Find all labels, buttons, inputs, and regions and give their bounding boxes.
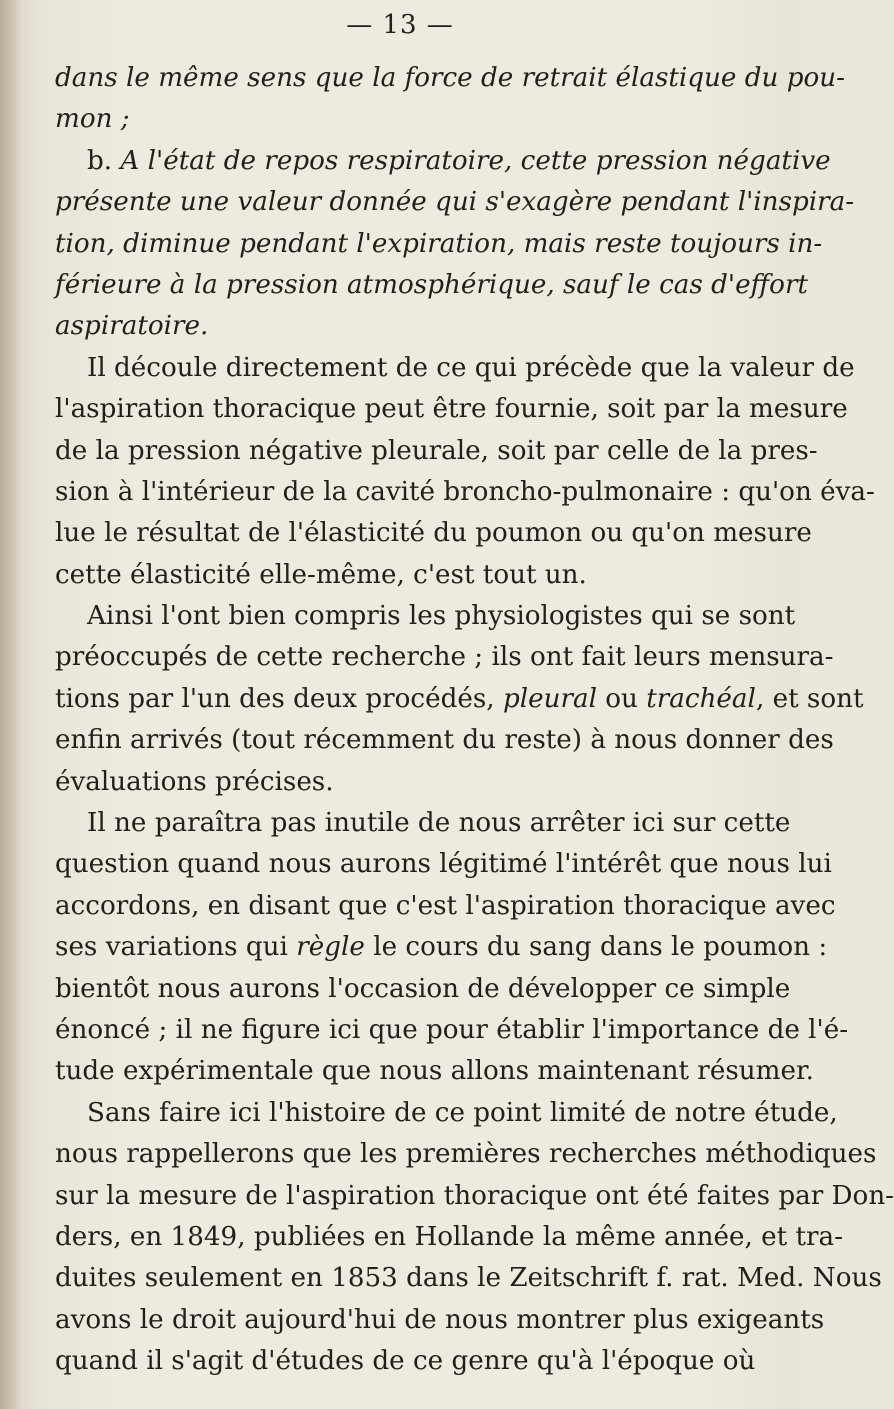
text-line xyxy=(55,348,855,389)
text-line xyxy=(55,555,763,596)
text-run: Il découle directement de ce qui précède que la valeur de xyxy=(87,352,855,383)
text-run: duites seulement en 1853 dans le Zeitschrift f. rat. Med. Nous xyxy=(55,1263,882,1294)
text-run: l'aspiration thoracique peut être fournie, soit par la mesure xyxy=(55,394,848,425)
text-run: tions par l'un des deux procédés, xyxy=(55,683,503,714)
text-line xyxy=(55,844,832,885)
text-run: le cours du sang dans le poumon : xyxy=(364,932,828,963)
text-line xyxy=(55,58,845,99)
text-line xyxy=(55,265,808,306)
italic-text: mon ; xyxy=(55,104,130,135)
text-line xyxy=(55,1010,849,1051)
text-run: avons le droit aujourd'hui de nous montrer plus exigeants xyxy=(55,1304,825,1335)
text-run: quand il s'agit d'études de ce genre qu'à l'époque où xyxy=(55,1346,756,1377)
text-line xyxy=(55,969,791,1010)
italic-text: aspiratoire. xyxy=(55,311,209,342)
text-line xyxy=(55,513,812,554)
text-line xyxy=(55,99,763,140)
text-line xyxy=(55,927,828,968)
text-run: Sans faire ici l'histoire de ce point limité de notre étude, xyxy=(87,1097,838,1128)
text-line xyxy=(55,1176,894,1217)
text-line xyxy=(55,224,823,265)
text-line xyxy=(55,472,875,513)
italic-text: férieure à la pression atmosphérique, sauf le cas d'effort xyxy=(55,269,808,300)
text-line xyxy=(55,1300,825,1341)
binding-shadow xyxy=(0,0,22,1409)
text-line xyxy=(55,803,791,844)
text-line xyxy=(55,141,831,182)
text-line xyxy=(55,1093,838,1134)
text-run: question quand nous aurons légitimé l'intérêt que nous lui xyxy=(55,849,832,880)
text-line xyxy=(55,182,855,223)
text-line xyxy=(55,431,818,472)
page-number: — 13 — xyxy=(346,10,454,40)
italic-text: trachéal xyxy=(646,683,756,714)
text-run: de la pression négative pleurale, soit par celle de la pres- xyxy=(55,435,818,466)
text-run: enfin arrivés (tout récemment du reste) à nous donner des xyxy=(55,725,834,756)
text-run: b. xyxy=(87,145,121,176)
text-line xyxy=(55,886,836,927)
text-line xyxy=(55,389,848,430)
text-run: Ainsi l'ont bien compris les physiologistes qui se sont xyxy=(87,601,796,632)
text-run: nous rappellerons que les premières recherches méthodiques xyxy=(55,1139,877,1170)
italic-text: tion, diminue pendant l'expiration, mais reste toujours in- xyxy=(55,228,823,259)
text-run: ses variations qui xyxy=(55,932,297,963)
text-line xyxy=(55,596,796,637)
text-run: sion à l'intérieur de la cavité broncho-pulmonaire : qu'on éva- xyxy=(55,476,875,507)
text-line xyxy=(55,1341,763,1382)
text-run: sur la mesure de l'aspiration thoracique ont été faites par Don- xyxy=(55,1180,894,1211)
text-run: , et sont xyxy=(755,683,864,714)
text-run: cette élasticité elle-même, c'est tout un. xyxy=(55,559,587,590)
text-run: accordons, en disant que c'est l'aspiration thoracique avec xyxy=(55,890,836,921)
text-line xyxy=(55,720,834,761)
text-line xyxy=(55,306,763,347)
text-line xyxy=(55,637,834,678)
body-text xyxy=(55,58,894,1383)
italic-text: dans le même sens que la force de retrait élastique du pou- xyxy=(55,63,845,93)
text-run: bientôt nous aurons l'occasion de développer ce simple xyxy=(55,973,791,1004)
text-line xyxy=(55,1217,843,1258)
text-run: ders, en 1849, publiées en Hollande la même année, et tra- xyxy=(55,1221,843,1252)
text-run: tude expérimentale que nous allons maintenant résumer. xyxy=(55,1056,814,1087)
text-line xyxy=(55,679,864,720)
text-run: énoncé ; il ne figure ici que pour établir l'importance de l'é- xyxy=(55,1014,849,1045)
italic-text: règle xyxy=(296,932,365,963)
text-run: lue le résultat de l'élasticité du poumon ou qu'on mesure xyxy=(55,518,812,549)
text-run: évaluations précises. xyxy=(55,766,334,797)
italic-text: présente une valeur donnée qui s'exagère pendant l'inspira- xyxy=(55,187,855,218)
text-run: préoccupés de cette recherche ; ils ont fait leurs mensura- xyxy=(55,642,834,673)
text-line xyxy=(55,1258,882,1299)
text-run: Il ne paraîtra pas inutile de nous arrêter ici sur cette xyxy=(87,808,791,839)
text-line xyxy=(55,762,763,803)
italic-text: pleural xyxy=(502,683,597,714)
text-line xyxy=(55,1051,814,1092)
italic-text: A l'état de repos respiratoire, cette pression négative xyxy=(120,145,831,176)
text-line xyxy=(55,1134,877,1175)
text-run: ou xyxy=(596,683,647,714)
